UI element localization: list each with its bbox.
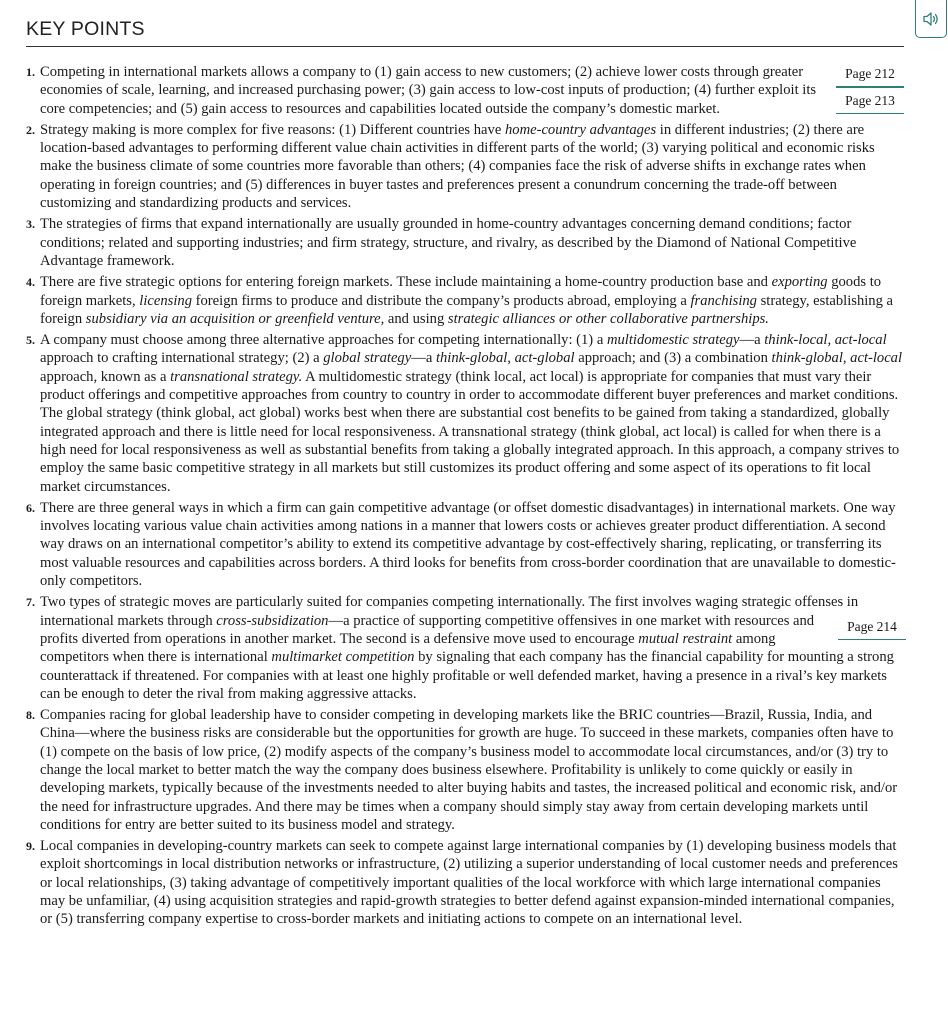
key-point-item: [26, 121, 906, 212]
item-text: There are five strategic options for entering foreign markets. These include maintaining a home-country production base and: [40, 274, 772, 291]
key-point-item: [26, 499, 906, 590]
emphasis-term: exporting: [771, 274, 828, 291]
page-ref-213[interactable]: Page 213: [836, 87, 904, 114]
item-text: by signaling that each company has the financial capability for mounting a strong counterattack if threatened. For companies with at least one highly profitable or well defended market, having a presence in a rival’s key markets can be enough to deter the rival from making aggressive attacks.: [40, 649, 894, 702]
item-text: and using: [384, 310, 448, 327]
item-number: 5.: [26, 333, 35, 348]
item-text: —a practice of supporting competitive offensives in one market with resources and profits diverted from operations in another market. The second is a defensive move used to encourage: [40, 612, 815, 647]
key-point-item: [26, 593, 906, 703]
page-title: KEY POINTS: [26, 18, 145, 40]
emphasis-term: think-local, act-local: [764, 332, 887, 349]
item-text: —a: [411, 350, 436, 367]
item-text: Competing in international markets allows a company to (1) gain access to new customers; (2) achieve lower costs through greater economies of scale, learning, and increased purchasing power; (3) gain access to low-cost inputs of production; (4) further exploit its core competencies; and (5) gain access to resources and capabilities located outside the company’s domestic market.: [40, 64, 817, 117]
emphasis-term: multimarket competition: [271, 649, 415, 666]
item-text: in different industries; (2) there are location-based advantages to performing different value chain activities in different parts of the world; (3) varying political and economic risks make the business climate of some countries more favorable than others; (4) companies face the risk of adverse shifts in exchange rates when operating in foreign countries; and (5) differences in buyer tastes and preferences present a conundrum concerning the trade-off between customizing and standardizing products and services.: [40, 121, 875, 212]
item-text: Two types of strategic moves are particularly suited for companies competing internationally. The first involves waging strategic offenses in international markets through: [40, 594, 859, 629]
key-point-item: [26, 837, 906, 928]
emphasis-term: think-global, act-local: [771, 350, 903, 367]
title-divider: [26, 46, 904, 47]
emphasis-term: transnational strategy.: [170, 368, 303, 385]
item-text: There are three general ways in which a firm can gain competitive advantage (or offset domestic disadvantages) in international markets. One way involves locating various value chain activities among nations in a manner that lowers costs or achieves greater product differentiation. A second way draws on an international competitor’s ability to extend its competitive advantage by cost-effectively sharing, replicating, or transferring its most valuable resources and capabilities across borders. A third looks for benefits from cross-border coordination that are unavailable to domestic-only competitors.: [40, 499, 896, 590]
emphasis-term: strategic alliances or other collaborative partnerships.: [447, 310, 769, 327]
item-text: strategy, establishing a foreign: [40, 292, 894, 327]
item-text: The strategies of firms that expand internationally are usually grounded in home-country advantages concerning demand conditions; factor conditions; related and supporting industries; and firm strategy, structure, and rivalry, as described by the Diamond of National Competitive Advantage framework.: [40, 216, 857, 269]
key-point-item: [26, 706, 906, 834]
key-point-item: [26, 215, 906, 270]
emphasis-term: franchising: [690, 292, 757, 309]
item-text: approach to crafting international strategy; (2) a: [40, 350, 324, 367]
emphasis-term: mutual restraint: [638, 630, 733, 647]
emphasis-term: multidomestic strategy: [606, 332, 740, 349]
item-text: approach, known as a: [40, 368, 171, 385]
key-point-item: [26, 273, 906, 328]
emphasis-term: licensing: [139, 292, 192, 309]
key-point-item: [26, 331, 906, 496]
item-number: 7.: [26, 595, 35, 610]
item-text: among competitors when there is international: [40, 630, 776, 666]
item-text: goods to foreign markets,: [40, 274, 882, 309]
audio-button[interactable]: [915, 0, 947, 38]
item-text: Strategy making is more complex for five reasons: (1) Different countries have: [40, 121, 505, 138]
item-text: approach; and (3) a combination: [574, 350, 772, 367]
item-text: A multidomestic strategy (think local, act local) is appropriate for companies that must vary their product offerings and competitive approaches from country to country in order to accommodate different buyer preferences and market conditions. The global strategy (think global, act global) works best when there are substantial cost benefits to be gained from taking a standardized, globally integrated approach and there is little need for local responsiveness. A transnational strategy (think global, act local) is called for when there is a high need for local responsiveness as well as substantial benefits from taking a globally integrated approach. In this approach, a company strives to employ the same basic competitive strategy in all markets but still customizes its product offering and some aspect of its operations to fit local market circumstances.: [40, 368, 900, 495]
item-number: 9.: [26, 839, 35, 854]
item-text: —a: [739, 332, 765, 349]
page-ref-212[interactable]: Page 212: [836, 63, 904, 87]
item-number: 2.: [26, 122, 35, 137]
emphasis-term: global strategy: [323, 350, 412, 367]
item-text: A company must choose among three alternative approaches for competing internationally: (1) a: [40, 332, 607, 349]
emphasis-term: home-country advantages: [504, 121, 657, 138]
emphasis-term: think-global, act-global: [435, 350, 575, 367]
speaker-icon: [922, 11, 940, 27]
item-text: Companies racing for global leadership have to consider competing in developing markets like the BRIC countries—Brazil, Russia, India, and China—where the business risks are considerable but the opportunities for growth are huge. To succeed in these markets, companies often have to (1) compete on the basis of low price, (2) modify aspects of the company’s business model to accommodate local circumstances, and/or (3) try to change the local market to better match the way the company does business elsewhere. Profitability is unlikely to come quickly or easily in developing markets, typically because of the investments needed to alter buying habits and tastes, the increased political and economic risk, and/or the need for infrastructure upgrades. And there may be times when a company should simply stay away from certain developing markets until conditions for entry are better suited to its business model and strategy.: [40, 707, 898, 833]
item-number: 4.: [26, 275, 35, 290]
emphasis-term: subsidiary via an acquisition or greenfield venture,: [85, 310, 385, 327]
key-points-list: [26, 63, 906, 932]
key-point-item: [26, 63, 906, 118]
page-ref-214[interactable]: Page 214: [838, 616, 906, 640]
item-number: 1.: [26, 65, 35, 79]
item-text: Local companies in developing-country markets can seek to compete against large international companies by (1) developing business models that exploit shortcomings in local distribution networks or infrastructure, (2) utilizing a superior understanding of local customer needs and preferences or local relationships, (3) taking advantage of competitively important qualities of the local workforce with which large international companies may be unfamiliar, (4) using acquisition strategies and rapid-growth strategies to better defend against expansion-minded international companies, or (5) transferring company expertise to cross-border markets and initiating actions to compete on an international level.: [40, 838, 898, 928]
item-number: 8.: [26, 708, 35, 723]
item-number: 3.: [26, 217, 35, 232]
emphasis-term: cross-subsidization: [216, 612, 329, 629]
item-number: 6.: [26, 500, 35, 515]
item-text: foreign firms to produce and distribute the company’s products abroad, employing a: [192, 292, 691, 309]
